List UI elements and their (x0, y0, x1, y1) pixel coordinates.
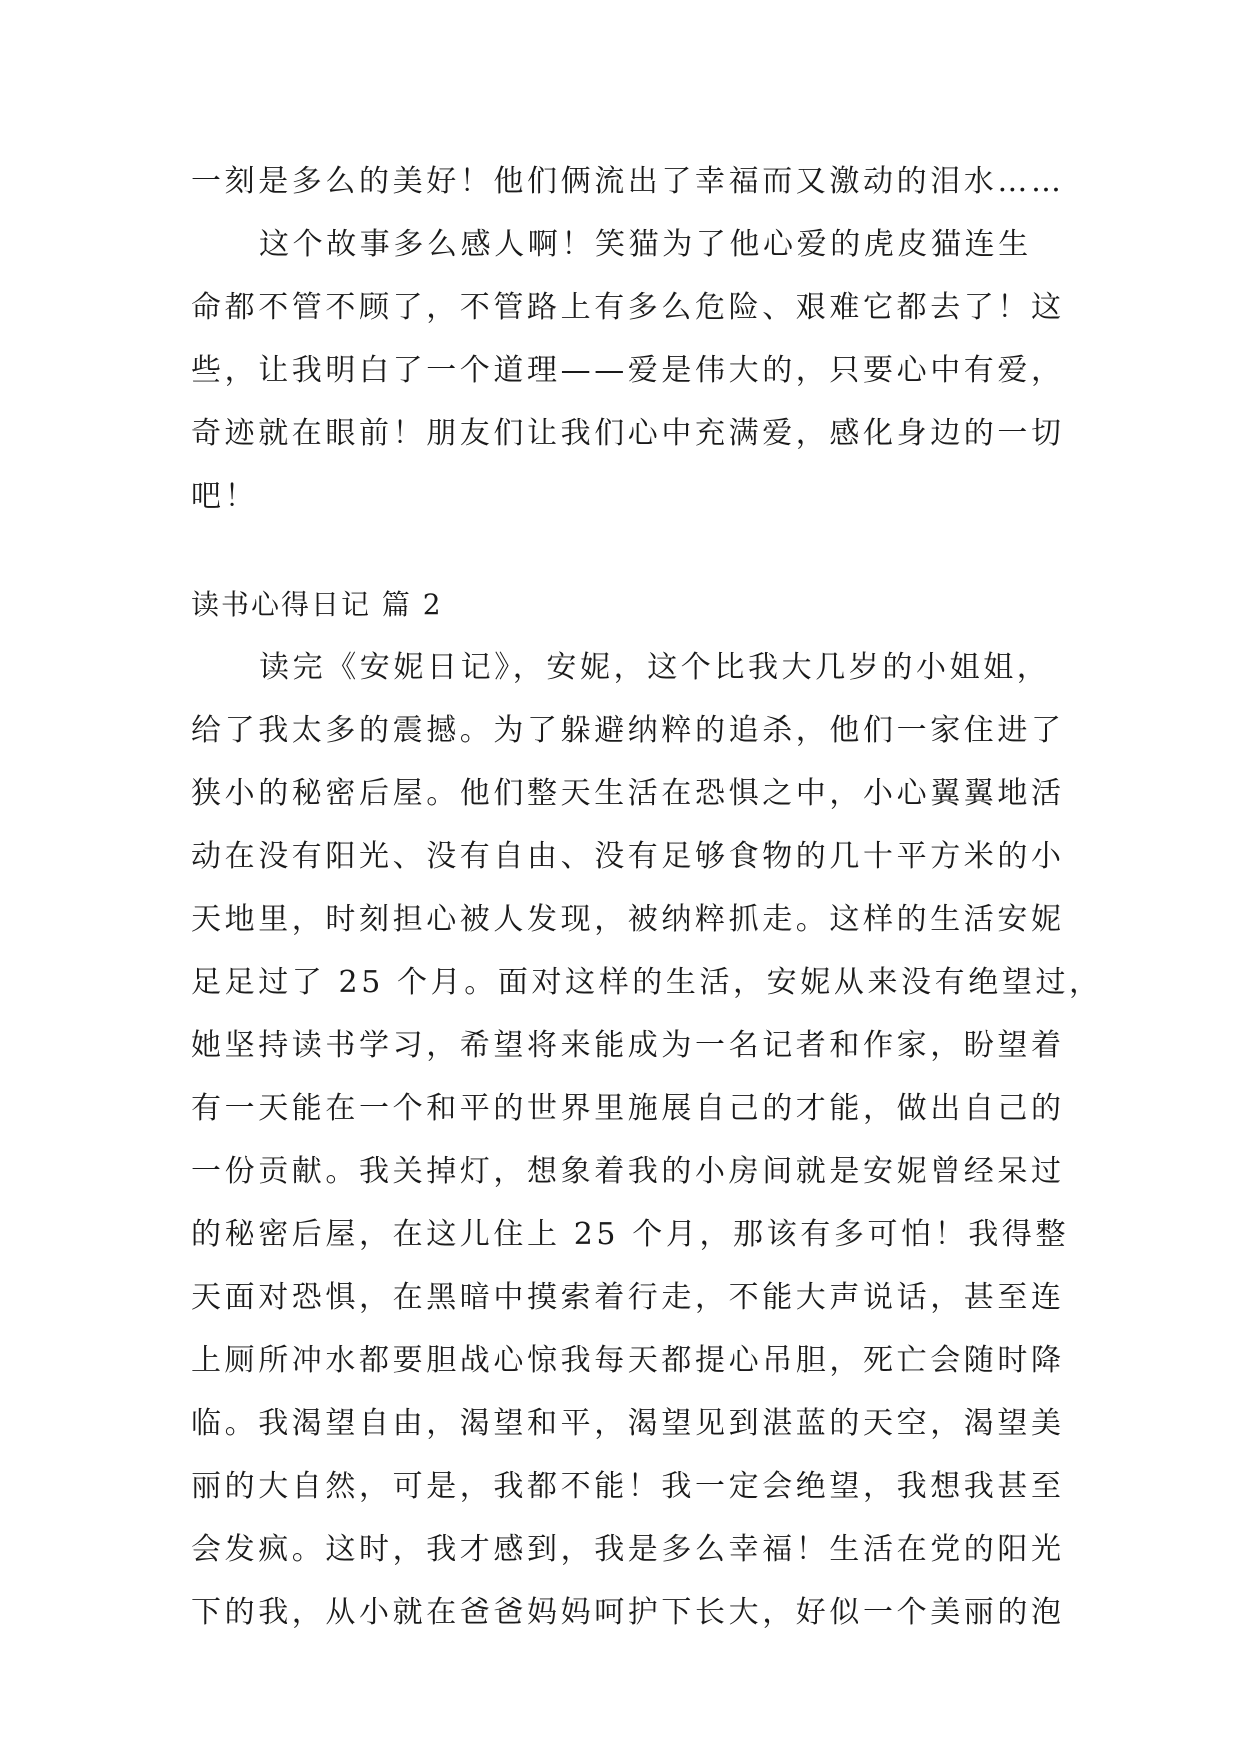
paragraph-line: 给了我太多的震撼。为了躲避纳粹的追杀，他们一家住进了 (191, 713, 1065, 748)
paragraph-line: 下的我，从小就在爸爸妈妈呵护下长大，好似一个美丽的泡 (191, 1595, 1065, 1630)
paragraph-line: 天面对恐惧，在黑暗中摸索着行走，不能大声说话，甚至连 (191, 1280, 1065, 1315)
paragraph-line: 这个故事多么感人啊！笑猫为了他心爱的虎皮猫连生 (259, 227, 1032, 262)
paragraph-line: 丽的大自然，可是，我都不能！我一定会绝望，我想我甚至 (191, 1469, 1065, 1504)
paragraph-line: 命都不管不顾了，不管路上有多么危险、艰难它都去了！这 (191, 290, 1065, 325)
paragraph-line: 会发疯。这时，我才感到，我是多么幸福！生活在党的阳光 (191, 1532, 1065, 1567)
paragraph-line: 有一天能在一个和平的世界里施展自己的才能，做出自己的 (191, 1091, 1065, 1126)
paragraph-line: 奇迹就在眼前！朋友们让我们心中充满爱，感化身边的一切 (191, 416, 1065, 451)
paragraph-line: 吧！ (191, 479, 259, 514)
paragraph-line: 上厕所冲水都要胆战心惊我每天都提心吊胆，死亡会随时降 (191, 1343, 1065, 1378)
paragraph-line: 一刻是多么的美好！他们俩流出了幸福而又激动的泪水…… (191, 164, 1065, 199)
paragraph-line: 狭小的秘密后屋。他们整天生活在恐惧之中，小心翼翼地活 (191, 776, 1065, 811)
paragraph-line: 天地里，时刻担心被人发现，被纳粹抓走。这样的生活安妮 (191, 902, 1065, 937)
paragraph-line: 她坚持读书学习，希望将来能成为一名记者和作家，盼望着 (191, 1028, 1065, 1063)
paragraph-line: 读完《安妮日记》，安妮，这个比我大几岁的小姐姐， (259, 650, 1051, 685)
paragraph-line: 动在没有阳光、没有自由、没有足够食物的几十平方米的小 (191, 839, 1065, 874)
paragraph-line: 些，让我明白了一个道理——爱是伟大的，只要心中有爱， (191, 353, 1065, 388)
paragraph-line: 临。我渴望自由，渴望和平，渴望见到湛蓝的天空，渴望美 (191, 1406, 1065, 1441)
paragraph-line: 的秘密后屋，在这儿住上 25 个月，那该有多可怕！我得整 (191, 1217, 1070, 1252)
paragraph-line: 足足过了 25 个月。面对这样的生活，安妮从来没有绝望过， (191, 965, 1103, 1000)
section-heading: 读书心得日记 篇 2 (191, 588, 443, 621)
paragraph-line: 一份贡献。我关掉灯，想象着我的小房间就是安妮曾经呆过 (191, 1154, 1065, 1189)
